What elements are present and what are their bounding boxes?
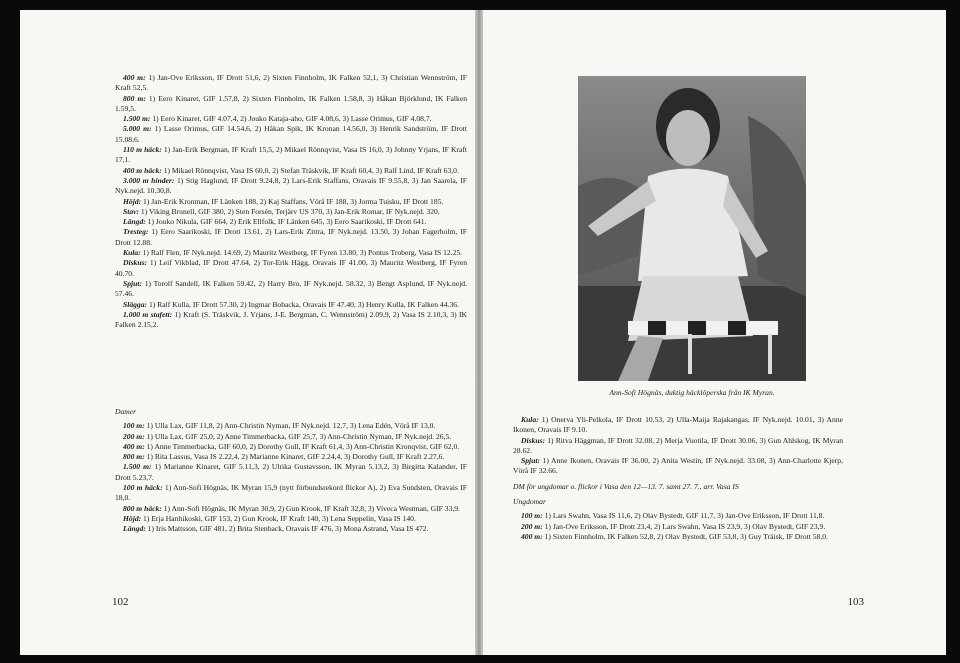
event-name: 400 m:	[521, 531, 543, 541]
men-results-text	[115, 73, 467, 330]
event-results: 1) Ann-Sofi Högnäs, IK Myran 15,9 (nytt förbundsrekord flickor A), 2) Eva Sundsten, Oravais IF 18,0.	[115, 483, 467, 503]
event-results: 1) Ralf Flen, IF Nyk.nejd. 14.69, 2) Mauritz Westberg, IF Fyren 13.80, 3) Pontus Troberg, Vasa IS 12.25.	[140, 248, 463, 258]
result-paragraph	[513, 415, 843, 436]
event-name: 400 m häck:	[123, 165, 162, 175]
event-results: 1) Sixten Finnholm, IK Falken 52,8, 2) Olav Bystedt, GIF 53,8, 3) Guy Träisk, IF Drott 58,0.	[542, 531, 828, 541]
event-name: Kula:	[521, 415, 539, 424]
event-results: 1) Iris Mattsson, GIF 481, 2) Brita Stenback, Oravais IF 476, 3) Mona Astrand, Vasa IS 472.	[145, 524, 429, 534]
result-paragraph	[115, 166, 467, 176]
event-name: 200 m:	[123, 431, 145, 441]
result-paragraph	[115, 258, 467, 279]
event-name: 400 m:	[123, 73, 146, 82]
event-name: 800 m:	[123, 452, 145, 462]
event-results: 1) Rita Lassus, Vasa IS 2.22,4, 2) Marianne Kinaret, GIF 2.24,4, 3) Dorothy Gull, IF Kraft 2.27,6.	[144, 452, 445, 462]
result-paragraph	[115, 217, 467, 227]
event-name: 1.500 m:	[123, 462, 152, 472]
result-paragraph	[115, 524, 467, 534]
result-paragraph	[115, 462, 467, 483]
event-name: Diskus:	[521, 435, 546, 445]
result-paragraph	[115, 279, 467, 300]
event-results: 1) Eero Saarikoski, IF Drott 13.61, 2) Lars-Erik Zittra, IF Nyk.nejd. 13.50, 3) Johan Fagerholm, IF Drott 12.88.	[115, 227, 467, 247]
right-page	[483, 10, 946, 655]
event-results: 1) Ulla Lax, GIF 25,0, 2) Anne Timmerbacka, GIF 25,7, 3) Ann-Christin Nyman, IF Nyk.nejd. 26,5.	[144, 431, 452, 441]
event-results: 1) Ritva Häggman, IF Drott 32.08, 2) Merja Vuotila, IF Drott 30.06, 3) Gun Ahlskog, IK Myran 28.62.	[513, 435, 843, 455]
event-results: 1) Jouko Nikula, GIF 664, 2) Erik Ellfolk, IF Länken 645, 3) Eero Saarikoski, IF Drott 641.	[145, 217, 427, 227]
result-paragraph	[115, 124, 467, 145]
result-paragraph	[115, 504, 467, 514]
section-heading-damer: Damer	[115, 407, 137, 416]
event-name: 800 m:	[123, 93, 146, 103]
event-results: 1) Lars Swahn, Vasa IS 11,6, 2) Olav Bystedt, GIF 11,7, 3) Jan-Ove Eriksson, IF Drott 11,8.	[542, 511, 825, 521]
result-paragraph	[513, 511, 843, 521]
hurdler-photo-illustration	[578, 76, 806, 381]
event-results: 1) Ulla Lax, GIF 11,8, 2) Ann-Christin Nyman, IF Nyk.nejd. 12,7, 3) Lena Edén, Vörå IF 13,0.	[144, 421, 436, 431]
event-results: 1) Ralf Kulla, IF Drott 57.30, 2) Ingmar Bobacka, Oravais IF 47.40, 3) Henry Kulla, IK Falken 44.36.	[147, 299, 459, 309]
photo-caption: Ann-Sofi Högnäs, duktig häcklöperska från IK Myran.	[609, 388, 775, 397]
result-paragraph	[115, 300, 467, 310]
event-name: Slägga:	[123, 299, 148, 309]
result-paragraph	[115, 197, 467, 207]
result-paragraph	[513, 436, 843, 457]
result-paragraph	[115, 114, 467, 124]
event-name: Höjd:	[123, 513, 142, 523]
result-paragraph	[115, 227, 467, 248]
result-paragraph	[115, 421, 467, 431]
event-results: 1) Eero Kinaret, GIF 1.57,8, 2) Sixten Finnholm, IK Falken 1.58,8, 3) Håkan Björklund, IK Falken 1.59,5.	[115, 93, 467, 113]
result-paragraph	[115, 176, 467, 197]
event-results: 1) Mikael Rönnqvist, Vasa IS 60,0, 2) Stefan Träskvik, IF Kraft 60,4, 3) Ralf Lind, IF Kraft 63,0.	[161, 165, 459, 175]
event-results: 1) Leif Vikblad, IF Drott 47.64, 2) Tor-Erik Hägg, Oravais IF 41.00, 3) Mauritz Westberg, IF Fyren 40.70.	[115, 258, 467, 278]
right-results-text	[513, 415, 843, 542]
event-results: 1) Jan-Ove Eriksson, IF Drott 23,4, 2) Lars Swahn, Vasa IS 23,9, 3) Olav Bystedt, GIF 23,9.	[542, 521, 826, 531]
event-results: 1) Onerva Yli-Pelkola, IF Drott 10.53, 2) Ulla-Maija Rajakangas, IF Nyk.nejd. 10.01, 3) Anne Ikonen, Oravais IF 9.10.	[513, 415, 843, 435]
result-paragraph	[115, 73, 467, 94]
result-paragraph	[115, 442, 467, 452]
section-heading-dm: DM för ungdomar o. flickor i Vasa den 12—13. 7. samt 27. 7., arr. Vasa IS	[513, 481, 739, 491]
event-name: 400 m:	[123, 441, 145, 451]
event-name: 110 m häck:	[123, 145, 162, 155]
event-results: 1) Kraft (S. Träskvik, J. Yrjans, J-E. Bergman, C. Wennström) 2.09,9, 2) Vasa IS 2.10,3, 3) IK Falken 2.15,2.	[115, 309, 467, 330]
event-name: 100 m:	[123, 421, 145, 431]
event-results: 1) Eero Kinaret, GIF 4.07,4, 2) Jouko Kataja-aho, GIF 4.08,6, 3) Lasse Orimus, GIF 4.08,7.	[150, 114, 432, 124]
event-name: Höjd:	[123, 196, 142, 206]
result-paragraph	[513, 456, 843, 477]
event-results: 1) Erja Hanhikoski, GIF 153, 2) Gun Krook, IF Kraft 140, 3) Lena Seppelin, Vasa IS 140.	[141, 513, 416, 523]
event-name: Stav:	[123, 206, 140, 216]
event-results: 1) Anne Ikonen, Oravais IF 36.00, 2) Anita Westin, IF Nyk.nejd. 33.08, 3) Ann-Charlotte Kjerp, Vörå IF 32.66.	[513, 456, 843, 476]
event-results: 1) Stig Haglund, IF Drott 9.24,8, 2) Lars-Erik Staffans, Oravais IF 9.55,8, 3) Jan Saarela, IF Nyk.nejd. 10.30,8.	[115, 175, 468, 196]
result-paragraph	[115, 432, 467, 442]
event-results: 1) Lasse Orimus, GIF 14.54,6, 2) Håkan Spik, IK Kronan 14.56,0, 3) Henrik Sandström, IF Drott 15.08,6.	[115, 124, 467, 144]
event-results: 1) Torolf Sandell, IK Falken 59.42, 2) Harry Bro, IF Nyk.nejd. 58.32, 3) Bengt Asplund, IF Nyk.nejd. 57.46.	[115, 278, 467, 299]
event-results: 1) Jan-Erik Kronman, IF Länken 188, 2) Kaj Staffans, Vörå IF 188, 3) Jorma Tuisku, IF Drott 185.	[141, 196, 444, 206]
event-name: Längd:	[123, 524, 146, 534]
page-number-right: 103	[847, 596, 864, 608]
women-results-text	[115, 402, 467, 535]
result-paragraph	[115, 452, 467, 462]
section-heading-ungdomar: Ungdomar	[513, 497, 546, 507]
event-results: 1) Ann-Sofi Högnäs, IK Myran 30,9, 2) Gun Krook, IF Kraft 32,8, 3) Viveca Westman, GIF 33,9.	[161, 503, 460, 513]
event-name: Spjut:	[123, 278, 142, 288]
event-name: 5.000 m:	[123, 124, 152, 134]
result-paragraph	[115, 94, 467, 115]
event-name: 100 m:	[521, 511, 543, 521]
event-name: Diskus:	[123, 258, 148, 268]
event-name: 1.000 m stafett:	[123, 309, 173, 319]
result-paragraph	[115, 514, 467, 524]
athlete-photo	[578, 76, 806, 381]
event-results: 1) Jan-Erik Bergman, IF Kraft 15,5, 2) Mikael Rönnqvist, Vasa IS 16,0, 3) Johnny Yrjans, IF Kraft 17,1.	[115, 145, 467, 165]
event-name: 100 m häck:	[123, 483, 163, 493]
event-name: 3.000 m hinder:	[123, 175, 175, 185]
event-results: 1) Marianne Kinaret, GIF 5.11,3, 2) Ulrika Gustavsson, IK Myran 5.13,2, 3) Birgitta Kalander, IF Drott 5.23,7.	[115, 462, 468, 482]
event-name: Tresteg:	[123, 227, 149, 237]
result-paragraph	[115, 248, 467, 258]
event-name: Kula:	[123, 248, 141, 258]
result-paragraph	[115, 310, 467, 331]
event-name: Spjut:	[521, 456, 540, 466]
book-gutter	[475, 10, 483, 655]
event-results: 1) Anne Timmerbacka, GIF 60,0, 2) Dorothy Gull, IF Kraft 61,4, 3) Ann-Christin Kronqvist, GIF 62,0.	[144, 441, 460, 451]
result-paragraph	[513, 522, 843, 532]
event-name: 800 m häck:	[123, 503, 162, 513]
event-results: 1) Viking Brunell, GIF 380, 2) Sten Forsén, Terjärv US 370, 3) Jan-Erik Romar, IF Nyk.nejd. 320.	[139, 206, 440, 216]
result-paragraph	[115, 483, 467, 504]
page-number-left: 102	[112, 596, 129, 608]
left-page	[20, 10, 475, 655]
result-paragraph	[115, 145, 467, 166]
result-paragraph	[115, 207, 467, 217]
event-name: 1.500 m:	[123, 114, 151, 124]
event-name: Längd:	[123, 217, 146, 227]
event-results: 1) Jan-Ove Eriksson, IF Drott 51,6, 2) Sixten Finnholm, IK Falken 52,1, 3) Christian Wennström, IF Kraft 52,5.	[115, 73, 467, 93]
result-paragraph	[513, 532, 843, 542]
event-name: 200 m:	[521, 521, 543, 531]
